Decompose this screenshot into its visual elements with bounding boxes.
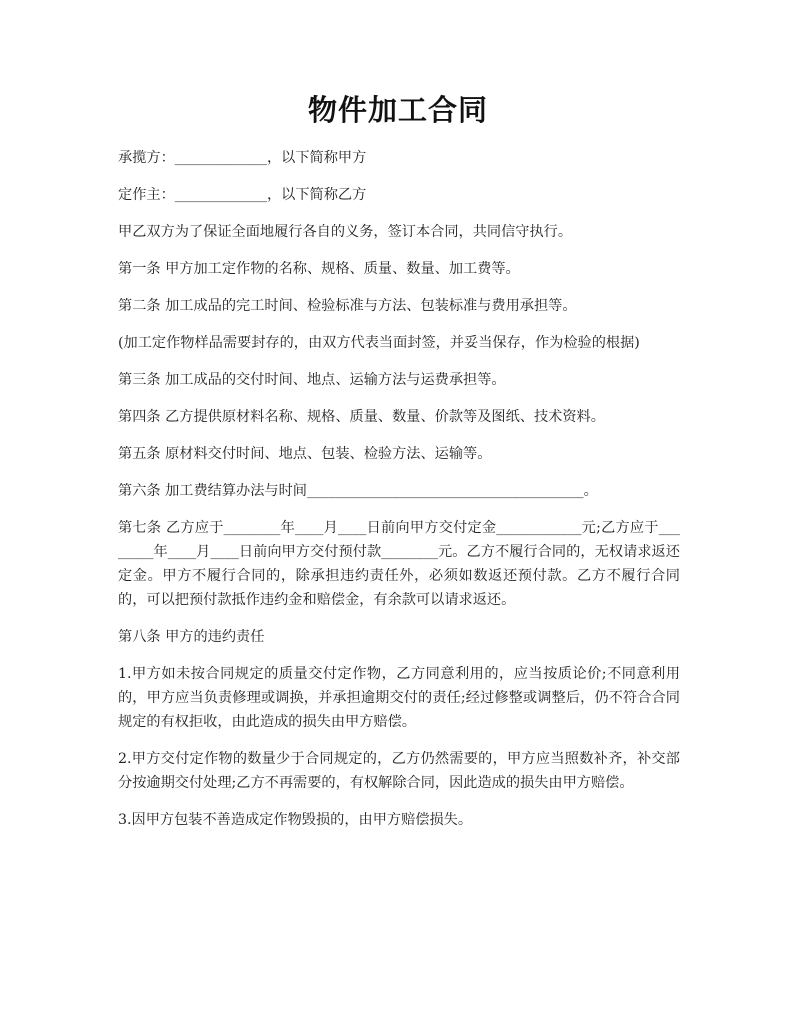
clause-article-8-item-2: 2.甲方交付定作物的数量少于合同规定的，乙方仍然需要的，甲方应当照数补齐，补交部分按逾期交付处理;乙方不再需要的，有权解除合同，因此造成的损失由甲方赔偿。 — [118, 751, 680, 791]
clause-article-3: 第三条 加工成品的交付时间、地点、运输方法与运费承担等。 — [118, 372, 506, 388]
document-title: 物件加工合同 — [307, 93, 488, 127]
clause-article-2: 第二条 加工成品的完工时间、检验标准与方法、包装标准与费用承担等。 — [118, 298, 577, 314]
clause-article-8-item-1: 1.甲方如未按合同规定的质量交付定作物，乙方同意利用的，应当按质论价;不同意利用的，甲方应当负责修理或调换，并承担逾期交付的责任;经过修整或调整后，仍不符合合同规定的有权拒收，由此造成的损失由甲方赔偿。 — [118, 666, 680, 730]
clause-article-6: 第六条 加工费结算办法与时间_______________________________________。 — [118, 483, 598, 499]
clause-article-8-item-3: 3.因甲方包装不善造成定作物毁损的，由甲方赔偿损失。 — [118, 812, 473, 828]
document-body — [118, 146, 680, 845]
clause-contractor: 承揽方：_____________，以下简称甲方 — [118, 150, 367, 166]
clause-article-7: 第七条 乙方应于________年____月____日前向甲方交付定金____________元;乙方应于________年____月____日前向甲方交付预付款________元。乙方不履行合同的，无权请求返还定金。甲方不履行合同的，除承担违约责任外，必须如数返还预付款。乙方不履行合同的，可以把预付款抵作违约金和赔偿金，有余款可以请求返还。 — [118, 520, 680, 608]
clause-client: 定作主：_____________，以下简称乙方 — [118, 187, 367, 203]
clause-preamble: 甲乙双方为了保证全面地履行各自的义务，签订本合同，共同信守执行。 — [118, 224, 573, 240]
clause-article-4: 第四条 乙方提供原材料名称、规格、质量、数量、价款等及图纸、技术资料。 — [118, 409, 605, 425]
clause-article-1: 第一条 甲方加工定作物的名称、规格、质量、数量、加工费等。 — [118, 261, 520, 277]
clause-article-5: 第五条 原材料交付时间、地点、包装、检验方法、运输等。 — [118, 446, 492, 462]
clause-article-2-note: (加工定作物样品需要封存的，由双方代表当面封签，并妥当保存，作为检验的根据) — [118, 335, 640, 351]
clause-article-8: 第八条 甲方的违约责任 — [118, 629, 265, 645]
